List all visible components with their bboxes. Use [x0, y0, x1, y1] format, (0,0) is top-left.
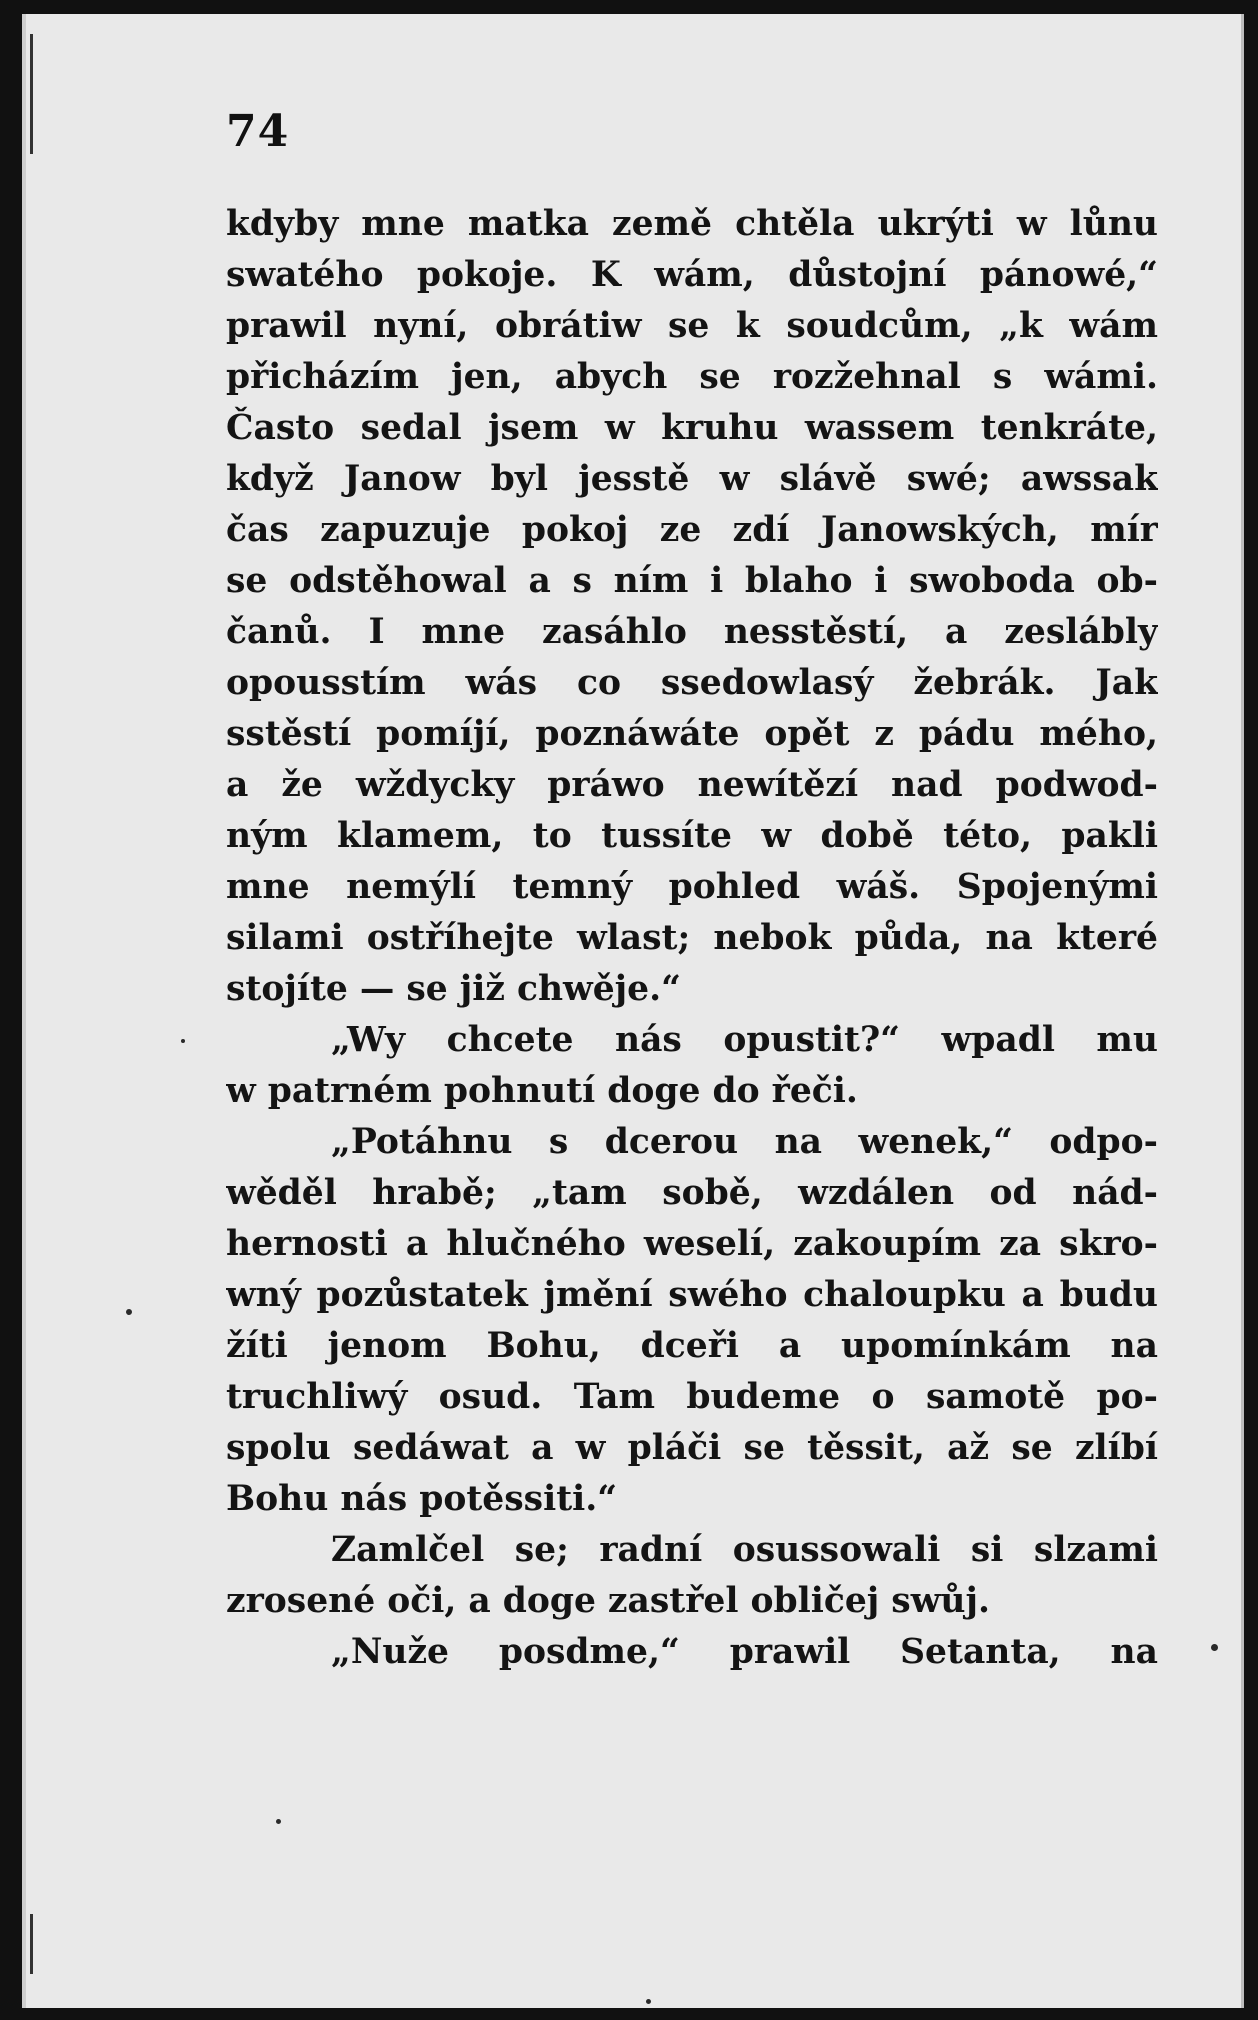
- text-line: zrosené oči, a doge zastřel obličej swůj.: [226, 1581, 990, 1621]
- text-line: ným klamem, to tussíte w době této, pakli: [226, 816, 1158, 856]
- ink-speck: [181, 1039, 185, 1043]
- text-line: silami ostříhejte wlast; nebok půda, na které: [226, 918, 1158, 958]
- ink-speck: [126, 1309, 132, 1315]
- text-line: přicházím jen, abych se rozžehnal s wámi.: [226, 357, 1158, 397]
- ink-speck: [646, 1999, 651, 2004]
- text-line: w patrném pohnutí doge do řeči.: [226, 1071, 858, 1111]
- text-line: truchliwý osud. Tam budeme o samotě po-: [226, 1377, 1158, 1417]
- text-line: „Wy chcete nás opustit?“ wpadl mu: [331, 1020, 1158, 1060]
- text-line: čanů. I mne zasáhlo nesstěstí, a zeslábly: [226, 612, 1158, 652]
- text-line: mne nemýlí temný pohled wáš. Spojenými: [226, 867, 1158, 907]
- text-line: žíti jenom Bohu, dceři a upomínkám na: [226, 1326, 1158, 1366]
- text-line: swatého pokoje. K wám, důstojní pánowé,“: [226, 255, 1158, 295]
- text-line: Zamlčel se; radní osussowali si slzami: [331, 1530, 1158, 1570]
- text-line: prawil nyní, obrátiw se k soudcům, „k wám: [226, 306, 1158, 346]
- text-line: sstěstí pomíjí, poznáwáte opět z pádu mého,: [226, 714, 1158, 754]
- text-line: Bohu nás potěssiti.“: [226, 1479, 618, 1519]
- text-line: když Janow byl jesstě w slávě swé; awssak: [226, 459, 1158, 499]
- text-line: čas zapuzuje pokoj ze zdí Janowských, mír: [226, 510, 1158, 550]
- text-line: a že wždycky práwo newítězí nad podwod-: [226, 765, 1158, 805]
- body-text: [226, 199, 1158, 1678]
- text-line: kdyby mne matka země chtěla ukrýti w lůnu: [226, 204, 1158, 244]
- text-line: spolu sedáwat a w pláči se těssit, až se zlíbí: [226, 1428, 1158, 1468]
- ink-speck: [1211, 1644, 1218, 1651]
- text-line: Často sedal jsem w kruhu wassem tenkráte,: [226, 408, 1158, 448]
- text-line: „Potáhnu s dcerou na wenek,“ odpo-: [331, 1122, 1158, 1162]
- ink-speck: [276, 1819, 281, 1824]
- page-number: 74: [226, 106, 290, 157]
- text-line: „Nuže posdme,“ prawil Setanta, na: [331, 1632, 1158, 1672]
- text-line: opousstím wás co ssedowlasý žebrák. Jak: [226, 663, 1158, 703]
- text-line: hernosti a hlučného weselí, zakoupím za skro-: [226, 1224, 1158, 1264]
- text-line: stojíte — se již chwěje.“: [226, 969, 681, 1009]
- text-line: wěděl hrabě; „tam sobě, wzdálen od nád-: [226, 1173, 1158, 1213]
- text-line: wný pozůstatek jmění swého chaloupku a budu: [226, 1275, 1158, 1315]
- text-line: se odstěhowal a s ním i blaho i swoboda ob-: [226, 561, 1158, 601]
- edge-mark: [30, 1914, 33, 1974]
- edge-mark: [30, 34, 33, 154]
- paper-sheet: [22, 14, 1244, 2008]
